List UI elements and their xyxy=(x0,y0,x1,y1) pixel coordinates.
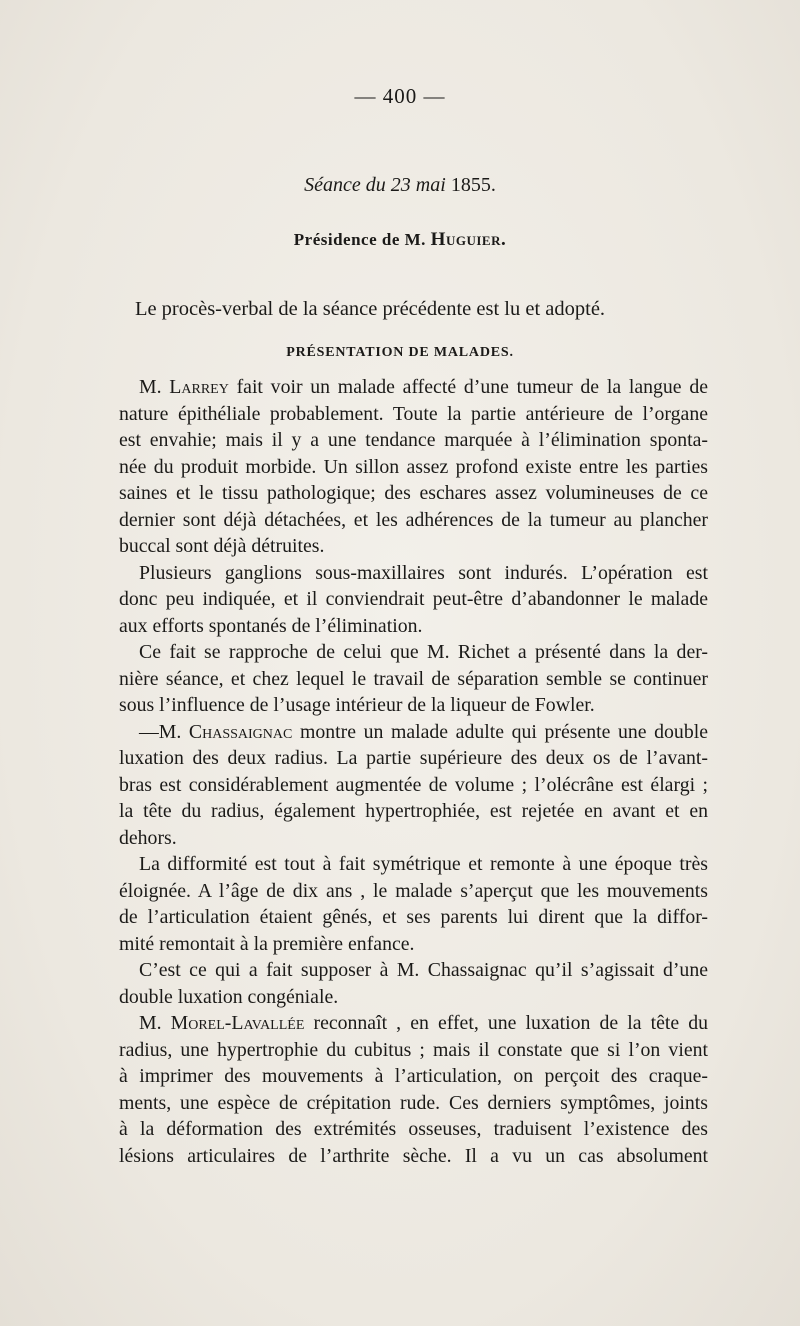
text-line xyxy=(119,374,708,401)
text-line: sous l’influence de l’usage intérieur de la liqueur de Fowler. xyxy=(119,694,595,716)
text-line: mité remontait à la première enfance. xyxy=(119,932,415,955)
session-date: Séance du 23 mai xyxy=(304,174,446,196)
text-line: nature épithéliale probablement. Toute la partie antérieure de l’organe xyxy=(119,402,708,425)
text-line: buccal sont déjà détruites. xyxy=(119,535,325,557)
text-line: née du produit morbide. Un sillon assez profond existe entre les parties xyxy=(119,455,708,478)
text-line: La difformité est tout à fait symétrique et remonte à une époque très xyxy=(139,853,708,875)
section-title: PRÉSENTATION DE MALADES. xyxy=(286,345,514,360)
line-suffix: fait voir un malade affecté d’une tumeur de la langue de xyxy=(228,376,708,398)
text-line: bras est considérablement augmentée de volume ; l’olécrâne est élargi ; xyxy=(119,773,708,796)
session-heading xyxy=(0,174,800,197)
line-prefix: M. xyxy=(139,376,170,398)
presidency-prefix: Présidence de M. xyxy=(293,230,426,249)
person-name: Morel-Lavallée xyxy=(170,1012,305,1034)
text-line: lésions articulaires de l’arthrite sèche. Il a vu un cas absolument xyxy=(119,1144,708,1167)
text-line: à la déformation des extrémités osseuses, traduisent l’existence des xyxy=(119,1118,708,1140)
page-number: — 400 — xyxy=(354,84,446,108)
presidency-name: Huguier. xyxy=(430,229,507,250)
line-suffix: reconnaît , en effet, une luxation de la tête du xyxy=(304,1012,708,1034)
line-prefix: —M. xyxy=(139,720,189,743)
text-line: double luxation congéniale. xyxy=(119,985,339,1008)
text-line: éloignée. A l’âge de dix ans , le malade s’aperçut que les mouvements xyxy=(119,879,708,902)
text-line: dehors. xyxy=(119,826,177,849)
text-line: Plusieurs ganglions sous-maxillaires sont indurés. L’opération est xyxy=(139,561,708,584)
text-line: donc peu indiquée, et il conviendrait peut-être d’abandonner le malade xyxy=(119,588,708,610)
text-line: ments, une espèce de crépitation rude. Ces derniers symptômes, joints xyxy=(119,1091,708,1114)
text-line xyxy=(119,719,708,746)
person-name: Chassaignac xyxy=(188,720,293,743)
body-text xyxy=(119,374,708,1169)
text-line: C’est ce qui a fait supposer à M. Chassaignac qu’il s’agissait d’une xyxy=(139,959,708,981)
minutes-line: Le procès-verbal de la séance précédente est lu et adopté. xyxy=(134,298,606,320)
text-line xyxy=(119,1010,708,1037)
text-line: à imprimer des mouvements à l’articulation, on perçoit des craque- xyxy=(119,1065,708,1087)
presidency-heading xyxy=(0,229,800,251)
line-prefix: M. xyxy=(139,1012,171,1034)
text-line: aux efforts spontanés de l’élimination. xyxy=(119,614,423,637)
text-line: saines et le tissu pathologique; des eschares assez volumineuses de ce xyxy=(119,482,708,504)
text-line: radius, une hypertrophie du cubitus ; mais il constate que si l’on vient xyxy=(119,1038,708,1061)
text-line: est envahie; mais il y a une tendance marquée à l’élimination sponta- xyxy=(119,429,708,451)
person-name: Larrey xyxy=(169,376,229,398)
text-line: dernier sont déjà détachées, et les adhérences de la tumeur au plancher xyxy=(119,508,708,531)
text-line: Ce fait se rapproche de celui que M. Richet a présenté dans la der- xyxy=(139,641,708,663)
text-line: nière séance, et chez lequel le travail de séparation semble se continuer xyxy=(119,667,708,690)
text-line: luxation des deux radius. La partie supérieure des deux os de l’avant- xyxy=(119,747,708,769)
session-year: 1855. xyxy=(450,174,496,196)
text-line: de l’articulation étaient gênés, et ses parents lui dirent que la diffor- xyxy=(119,906,708,928)
line-suffix: montre un malade adulte qui présente une double xyxy=(292,720,708,743)
text-line: la tête du radius, également hypertrophiée, est rejetée en avant et en xyxy=(119,800,708,822)
